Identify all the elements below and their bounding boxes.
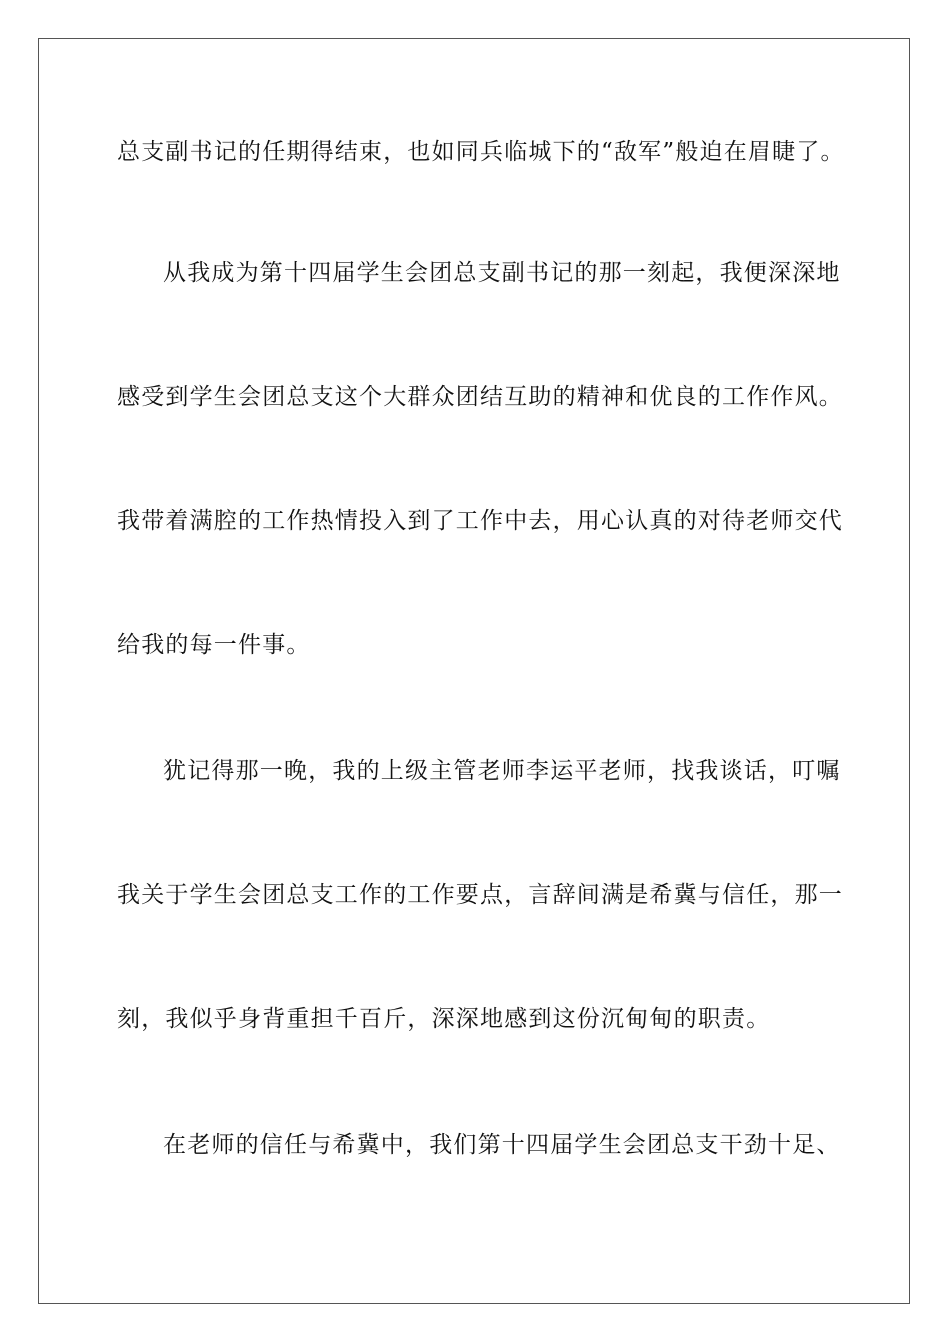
text-line-8: 刻，我似乎身背重担千百斤，深深地感到这份沉甸甸的职责。 — [117, 1006, 771, 1032]
text-line-4: 我带着满腔的工作热情投入到了工作中去，用心认真的对待老师交代 — [117, 508, 843, 534]
text-line-2: 从我成为第十四届学生会团总支副书记的那一刻起，我便深深地 — [163, 260, 841, 286]
page-border — [38, 38, 910, 1304]
text-line-5: 给我的每一件事。 — [117, 632, 311, 658]
text-line-1: 总支副书记的任期得结束，也如同兵临城下的“敌军”般迫在眉睫了。 — [117, 139, 845, 165]
text-line-9: 在老师的信任与希冀中，我们第十四届学生会团总支干劲十足、 — [163, 1132, 841, 1158]
text-line-3: 感受到学生会团总支这个大群众团结互助的精神和优良的工作作风。 — [117, 384, 843, 410]
text-line-6: 犹记得那一晚，我的上级主管老师李运平老师，找我谈话，叮嘱 — [163, 758, 841, 784]
text-line-7: 我关于学生会团总支工作的工作要点，言辞间满是希冀与信任，那一 — [117, 882, 843, 908]
